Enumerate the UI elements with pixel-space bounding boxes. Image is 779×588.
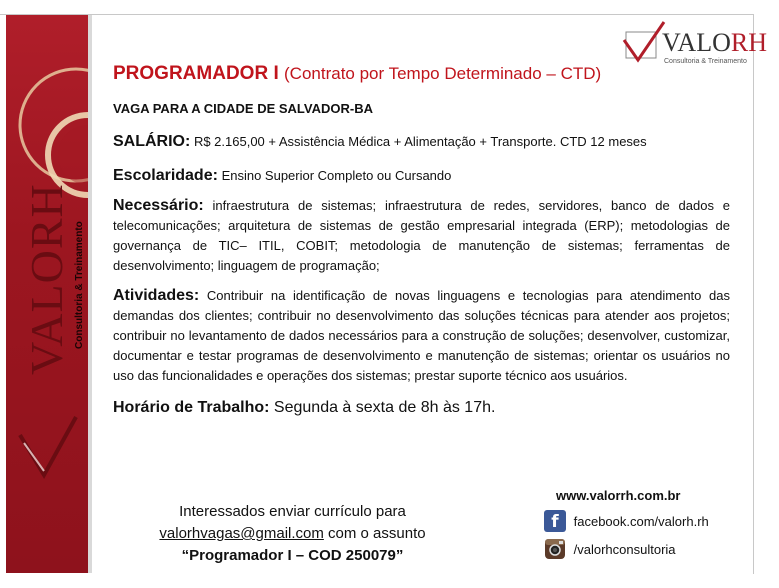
contact-subject: “Programador I – COD 250079” (181, 547, 404, 564)
sidebar-brand (14, 45, 88, 445)
contact-line1: Interessados enviar currículo para (179, 503, 406, 520)
company-logo (622, 18, 767, 68)
activities-value: Contribuir na identificação de novas linguagens e tecnologias para atendimento das demandas dos clientes; contribuir no desenvolvimento das soluções técnicas para atender aos projetos; contribuir no levantamento de dados necessários para a construção de soluções; desenvolver, customizar, documentar e testar programas de desenvolvimento e manutenção de sistemas; orientar os usuários no uso das funcionalidades e operações dos sistemas; prestar suporte técnico aos usuários. (113, 288, 730, 383)
logo-checkmark-icon (622, 18, 666, 64)
frame-right-border (753, 14, 754, 574)
facebook-handle: facebook.com/valorh.rh (573, 513, 709, 529)
contact-line2-suffix: com o assunto (323, 525, 426, 542)
facebook-link[interactable] (544, 510, 709, 534)
sidebar-banner (6, 15, 88, 573)
activities-label: Atividades: (113, 287, 200, 304)
facebook-icon: f (544, 510, 566, 532)
salary-row (113, 132, 730, 152)
job-title-name: PROGRAMADOR I (113, 63, 279, 84)
education-label: Escolaridade: (113, 167, 218, 184)
sidebar-brand-tagline: Consultoria & Treinamento (74, 221, 85, 349)
job-title (113, 62, 730, 86)
job-city: VAGA PARA A CIDADE DE SALVADOR-BA (113, 101, 373, 116)
instagram-handle: /valorhconsultoria (573, 541, 676, 557)
activities-paragraph (113, 286, 730, 386)
working-hours-value: Segunda à sexta de 8h às 17h. (273, 399, 496, 416)
education-value: Ensino Superior Completo ou Cursando (221, 168, 452, 183)
working-hours-row (113, 397, 730, 419)
salary-label: SALÁRIO: (113, 133, 191, 150)
logo-name-part1: VALO (662, 28, 731, 57)
sidebar-brand-name: VALORH (21, 183, 72, 375)
contact-email-link[interactable]: valorhvagas@gmail.com (159, 525, 324, 542)
instagram-icon (544, 538, 566, 560)
requirements-value: infraestrutura de sistemas; infraestrutura de redes, servidores, banco de dados e telecomunicações; arquitetura de sistemas de gestão empresarial integrada (ERP); metodologias de governança de TIC– ITIL, COBIT; metodologia de manutenção de sistemas; ferramentas de desenvolvimento; linguagem de programação; (113, 198, 730, 273)
job-posting (113, 62, 730, 419)
instagram-link[interactable] (544, 538, 676, 562)
working-hours-label: Horário de Trabalho: (113, 399, 270, 416)
frame-top-border (0, 14, 754, 15)
education-row (113, 166, 730, 186)
salary-value: R$ 2.165,00 + Assistência Médica + Alimentação + Transporte. CTD 12 meses (193, 134, 647, 149)
contact-block (140, 501, 445, 567)
requirements-paragraph (113, 196, 730, 276)
job-contract-type: (Contrato por Tempo Determinado – CTD) (284, 64, 602, 83)
logo-name-part2: RH (730, 28, 767, 57)
contact-line2 (140, 523, 445, 545)
logo-name (662, 28, 767, 58)
logo-tagline: Consultoria & Treinamento (664, 58, 747, 65)
sidebar-strip (88, 15, 92, 573)
website-link[interactable]: www.valorrh.com.br (556, 488, 681, 503)
requirements-label: Necessário: (113, 197, 204, 214)
